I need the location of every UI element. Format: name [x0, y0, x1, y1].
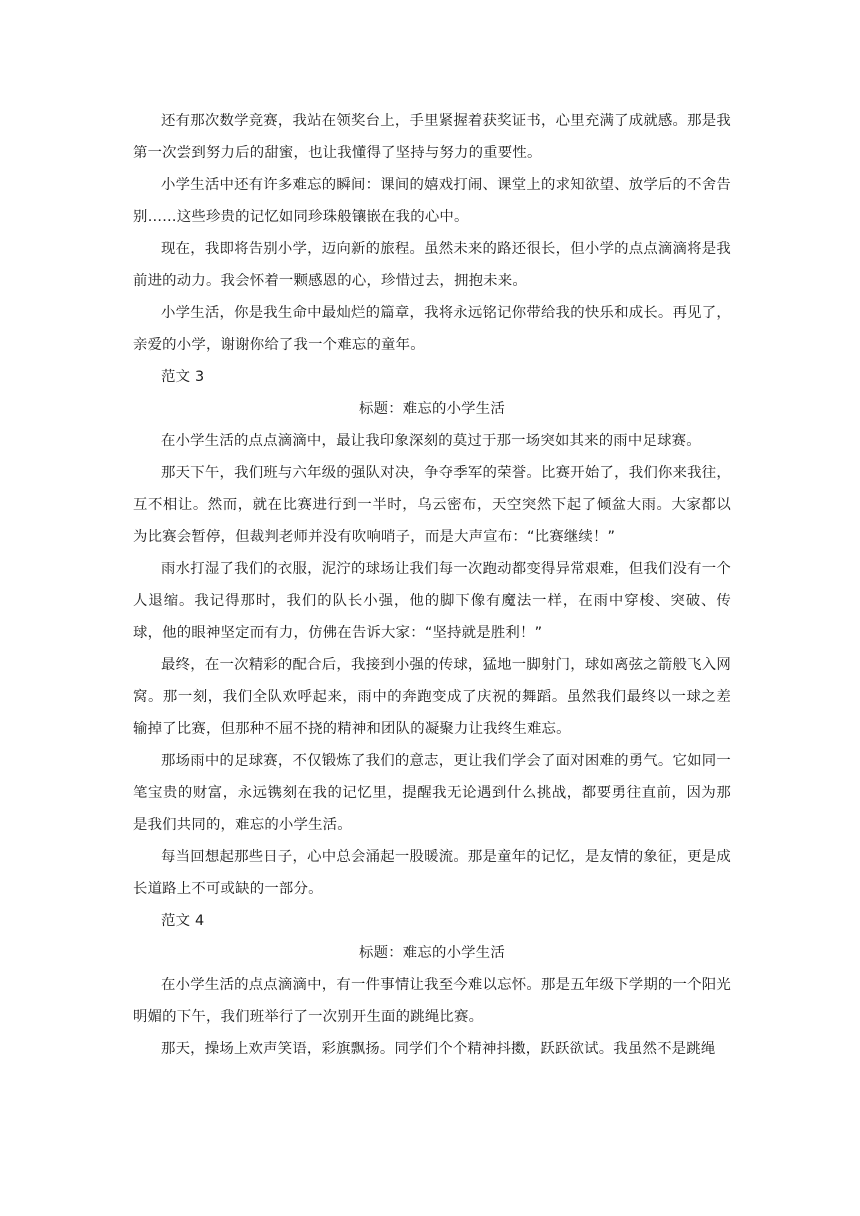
essay-3-paragraph: 雨水打湿了我们的衣服，泥泞的球场让我们每一次跑动都变得异常艰难，但我们没有一个人退缩。我记得那时，我们的队长小强，他的脚下像有魔法一样，在雨中穿梭、突破、传球，他的眼神坚定而有力，仿佛在告诉大家：“坚持就是胜利！” — [133, 561, 731, 641]
essay-3-paragraph: 那天下午，我们班与六年级的强队对决，争夺季军的荣誉。比赛开始了，我们你来我往，互不相让。然而，就在比赛进行到一半时，乌云密布，天空突然下起了倾盆大雨。大家都以为比赛会暂停，但裁判老师并没有吹响哨子，而是大声宣布：“比赛继续！” — [133, 465, 731, 545]
essay-4-paragraph: 那天，操场上欢声笑语，彩旗飘扬。同学们个个精神抖擞，跃跃欲试。我虽然不是跳绳 — [161, 1041, 716, 1057]
essay-3-title: 标题：难忘的小学生活 — [359, 401, 505, 417]
essay-3-heading: 范文 3 — [161, 369, 205, 385]
essay-3-paragraph: 在小学生活的点点滴滴中，最让我印象深刻的莫过于那一场突如其来的雨中足球赛。 — [161, 433, 701, 449]
essay-4-paragraph: 在小学生活的点点滴滴中，有一件事情让我至今难以忘怀。那是五年级下学期的一个阳光明媚的下午，我们班举行了一次别开生面的跳绳比赛。 — [133, 977, 731, 1025]
essay-3-paragraph: 那场雨中的足球赛，不仅锻炼了我们的意志，更让我们学会了面对困难的勇气。它如同一笔宝贵的财富，永远镌刻在我的记忆里，提醒我无论遇到什么挑战，都要勇往直前，因为那是我们共同的，难忘的小学生活。 — [133, 753, 731, 833]
paragraph-closing: 小学生活，你是我生命中最灿烂的篇章，我将永远铭记你带给我的快乐和成长。再见了，亲爱的小学，谢谢你给了我一个难忘的童年。 — [133, 305, 731, 353]
paragraph-math-contest: 还有那次数学竞赛，我站在领奖台上，手里紧握着获奖证书，心里充满了成就感。那是我第一次尝到努力后的甜蜜，也让我懂得了坚持与努力的重要性。 — [133, 113, 731, 161]
essay-3-paragraph: 每当回想起那些日子，心中总会涌起一股暖流。那是童年的记忆，是友情的象征，更是成长道路上不可或缺的一部分。 — [133, 849, 731, 897]
document-body — [133, 105, 731, 1065]
essay-4-title: 标题：难忘的小学生活 — [359, 945, 505, 961]
essay-3-paragraph: 最终，在一次精彩的配合后，我接到小强的传球，猛地一脚射门，球如离弦之箭般飞入网窝。那一刻，我们全队欢呼起来，雨中的奔跑变成了庆祝的舞蹈。虽然我们最终以一球之差输掉了比赛，但那种不屈不挠的精神和团队的凝聚力让我终生难忘。 — [133, 657, 731, 737]
paragraph-farewell: 现在，我即将告别小学，迈向新的旅程。虽然未来的路还很长，但小学的点点滴滴将是我前进的动力。我会怀着一颗感恩的心，珍惜过去，拥抱未来。 — [133, 241, 731, 289]
paragraph-memorable-moments: 小学生活中还有许多难忘的瞬间：课间的嬉戏打闹、课堂上的求知欲望、放学后的不舍告别……这些珍贵的记忆如同珍珠般镶嵌在我的心中。 — [133, 177, 731, 225]
essay-4-heading: 范文 4 — [161, 913, 205, 929]
